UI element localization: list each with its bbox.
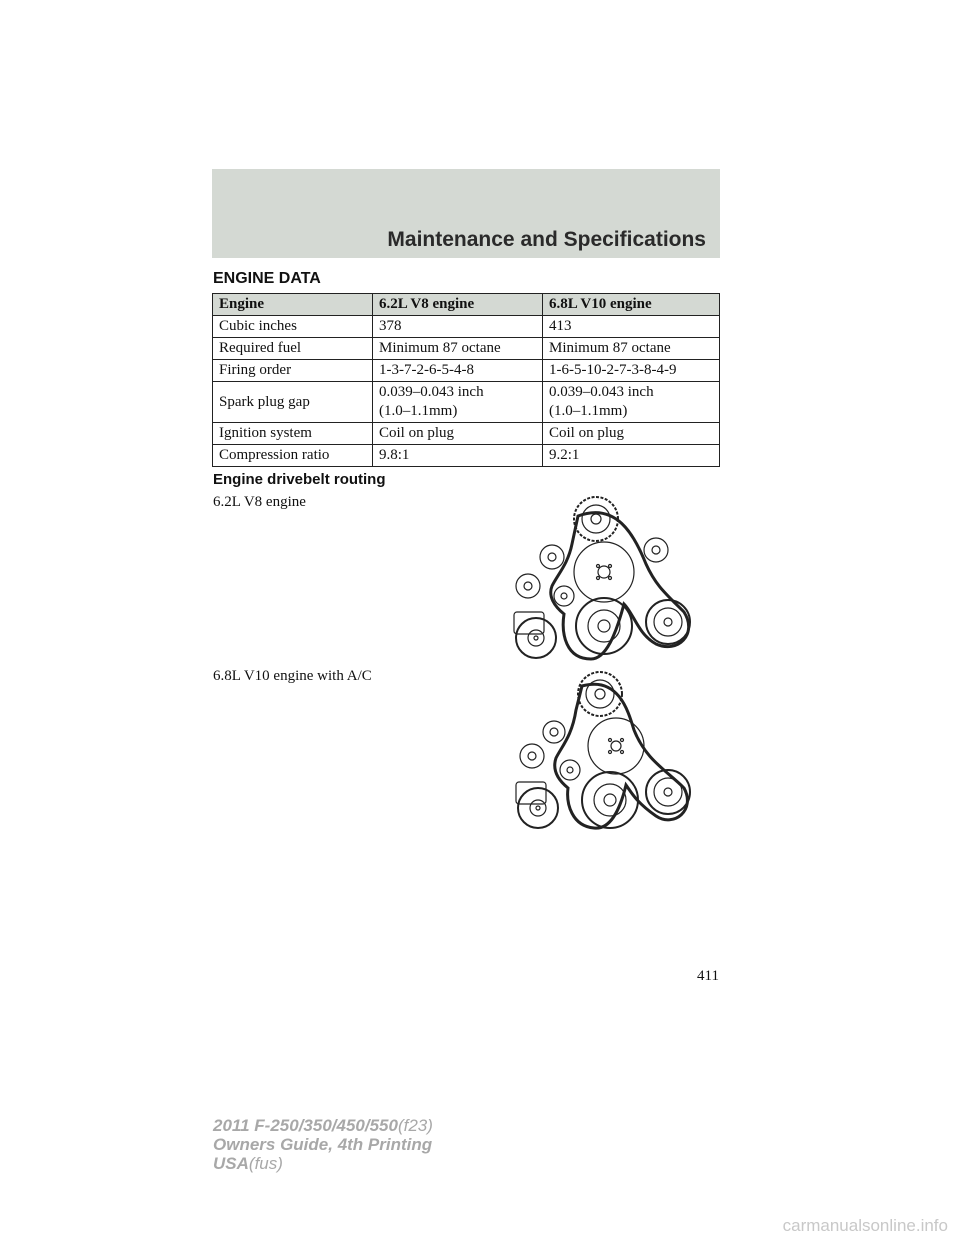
v8-value: 1-3-7-2-6-5-4-8 (373, 360, 543, 382)
footer-market-code: (fus) (248, 1154, 283, 1173)
table-row (213, 338, 720, 360)
v8-value: 378 (373, 316, 543, 338)
engine-data-table (212, 293, 720, 467)
v10-value: Minimum 87 octane (543, 338, 720, 360)
table-header: 6.2L V8 engine (373, 294, 543, 316)
footer-market: USA (213, 1154, 249, 1173)
table-header: Engine (213, 294, 373, 316)
table-row (213, 382, 720, 423)
document-footer (213, 1116, 433, 1173)
v10-value: 9.2:1 (543, 445, 720, 467)
footer-model: 2011 F-250/350/450/550 (213, 1116, 398, 1135)
table-header-row (213, 294, 720, 316)
v10-gap-inch: 0.039–0.043 inch (549, 384, 654, 400)
table-header: 6.8L V10 engine (543, 294, 720, 316)
page-number: 411 (697, 968, 719, 984)
v8-value (373, 382, 543, 423)
row-label: Spark plug gap (213, 382, 373, 423)
row-label: Cubic inches (213, 316, 373, 338)
row-label: Compression ratio (213, 445, 373, 467)
row-label: Ignition system (213, 423, 373, 445)
footer-code: (f23) (397, 1116, 433, 1135)
row-label: Required fuel (213, 338, 373, 360)
drivebelt-subheading: Engine drivebelt routing (213, 471, 386, 488)
header-title: Maintenance and Specifications (387, 228, 706, 251)
v8-diagram-caption: 6.2L V8 engine (213, 494, 306, 510)
v8-gap-inch: 0.039–0.043 inch (379, 384, 484, 400)
v8-gap-mm: (1.0–1.1mm) (379, 403, 458, 419)
v10-value: 413 (543, 316, 720, 338)
v10-drivebelt-diagram (506, 670, 706, 836)
v10-value: 1-6-5-10-2-7-3-8-4-9 (543, 360, 720, 382)
v10-value: Coil on plug (543, 423, 720, 445)
page-header (212, 169, 720, 258)
watermark: carmanualsonline.info (782, 1216, 948, 1235)
v8-value: Coil on plug (373, 423, 543, 445)
table-row (213, 423, 720, 445)
table-row (213, 360, 720, 382)
table-row (213, 445, 720, 467)
v10-gap-mm: (1.0–1.1mm) (549, 403, 628, 419)
v8-value: 9.8:1 (373, 445, 543, 467)
v8-value: Minimum 87 octane (373, 338, 543, 360)
v8-drivebelt-diagram (506, 494, 706, 666)
footer-guide: Owners Guide, 4th Printing (213, 1135, 433, 1154)
v10-diagram-caption: 6.8L V10 engine with A/C (213, 668, 372, 684)
row-label: Firing order (213, 360, 373, 382)
table-row (213, 316, 720, 338)
section-title: ENGINE DATA (213, 270, 321, 287)
v10-value (543, 382, 720, 423)
